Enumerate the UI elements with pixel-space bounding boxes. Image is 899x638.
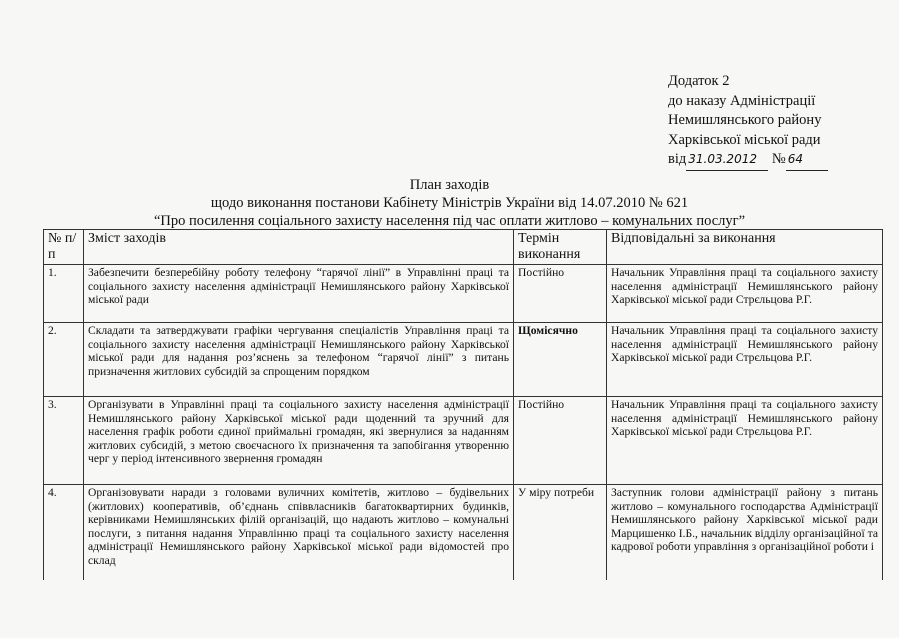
row-responsible: Заступник голови адміністрації району з питань житлово – комунального господарства Адміністрації Немишлянського району Харківської міської ради Марцишенко І.Б., начальник відділу організаційної та кадрової роботи управління з організаційної роботи і (607, 485, 883, 580)
row-content: Організувати в Управлінні праці та соціального захисту населення адміністрації Немишлянського району Харківської міської ради щоденний та зручний для населення графік роботи єдиної приймальні громадян, які звернулися за наданням житлових субсидій, з метою своєчасного їх призначення та запобігання утворенню черг у період інтенсивного звернення громадян (84, 397, 514, 485)
header-responsible: Відповідальні за виконання (607, 230, 883, 265)
row-responsible: Начальник Управління праці та соціального захисту населення адміністрації Немишлянського району Харківської міської ради Стрєльцова Р.Г. (607, 397, 883, 485)
title-line-3: “Про посилення соціального захисту населення під час оплати житлово – комунальних послуг” (153, 213, 746, 229)
row-content: Організовувати наради з головами вуличних комітетів, житлово – будівельних (житлових) кооперативів, об’єднань співвласників багатоквартирних будинків, керівниками Немишлянських філій організацій, що надають житлово – комунальні послуги, з питання надання Управлінню праці та соціального захисту населення адміністрації Немишлянського району Харківської міської ради відомостей про склад (84, 485, 514, 580)
row-num: 4. (44, 485, 84, 580)
header-content: Зміст заходів (84, 230, 514, 265)
title-line-2: щодо виконання постанови Кабінету Міністрів України від 14.07.2010 № 621 (210, 195, 689, 211)
row-num: 1. (44, 265, 84, 323)
appendix-line-1: Додаток 2 (668, 73, 730, 89)
row-term: Постійно (514, 265, 607, 323)
title-line-1: План заходів (409, 177, 490, 193)
order-date: 31.03.2012 (686, 150, 768, 171)
table-row (44, 265, 883, 323)
appendix-date-line (668, 150, 828, 171)
measures-table (43, 229, 883, 580)
row-term: Щомісячно (514, 323, 607, 397)
table-row (44, 397, 883, 485)
table-header-row (44, 230, 883, 265)
table-row (44, 485, 883, 580)
row-content: Складати та затверджувати графіки чергування спеціалістів Управління праці та соціального захисту населення адміністрації Немишлянського району Харківської міської ради для надання роз’яснень за телефоном “гарячої лінії” з питань призначення житлових субсидій за спрощеним порядком (84, 323, 514, 397)
appendix-line-4: Харківської міської ради (668, 131, 821, 148)
row-content: Забезпечити безперебійну роботу телефону “гарячої лінії” в Управлінні праці та соціального захисту населення адміністрації Немишлянського району Харківської міської ради (84, 265, 514, 323)
row-num: 3. (44, 397, 84, 485)
row-term: Постійно (514, 397, 607, 485)
date-prefix: від (668, 151, 687, 167)
row-num: 2. (44, 323, 84, 397)
row-responsible: Начальник Управління праці та соціального захисту населення адміністрації Немишлянського району Харківської міської ради Стрєльцова Р.Г. (607, 323, 883, 397)
appendix-line-2: до наказу Адміністрації (668, 92, 816, 109)
header-num: № п/п (44, 230, 84, 265)
row-responsible: Начальник Управління праці та соціального захисту населення адміністрації Немишлянського району Харківської міської ради Стрєльцова Р.Г. (607, 265, 883, 323)
table-row (44, 323, 883, 397)
appendix-block (668, 72, 828, 171)
plan-title (0, 176, 899, 230)
header-term: Термін виконання (514, 230, 607, 265)
order-number: 64 (786, 150, 828, 171)
number-prefix: № (771, 151, 786, 167)
appendix-line-3: Немишлянського району (668, 112, 822, 128)
row-term: У міру потреби (514, 485, 607, 580)
